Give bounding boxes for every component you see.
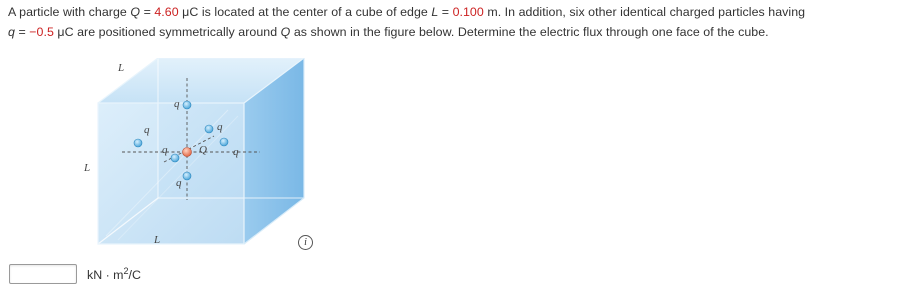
charge-q-backleft [171,154,179,162]
charge-Q-value: 4.60 [154,5,179,19]
var-Q: Q [130,5,141,19]
info-icon[interactable]: i [298,235,313,250]
unit-exponent: 2 [123,266,129,276]
answer-input[interactable] [9,264,77,284]
charge-q-right [220,138,228,146]
label-q-bottom: q [176,177,182,189]
problem-text: A particle with charge [8,5,131,19]
problem-text: = [140,5,155,19]
label-q-backleft: q [162,144,168,156]
problem-text: m. In addition, six other identical charged particles having [483,5,806,19]
answer-unit [87,266,141,282]
charge-q-backright [205,125,213,133]
charge-q-top [183,101,191,109]
label-Q: Q [199,144,207,156]
charge-q-left [134,139,142,147]
problem-text: μC is located at the center of a cube of edge [178,5,432,19]
label-L-top: L [118,62,125,74]
unit-main: kN · m [87,268,124,283]
charge-q-bottom [183,172,191,180]
charge-q-value: −0.5 [29,25,54,39]
charge-Q-center [183,148,192,157]
cube-figure [78,58,308,256]
problem-text: = [438,5,453,19]
label-q-top: q [174,98,180,110]
problem-text: = [14,25,30,39]
var-L: L [431,5,439,19]
label-q-left: q [144,124,150,136]
var-Q: Q [280,25,291,39]
label-L-bottom: L [154,234,161,246]
label-q-backright: q [217,121,223,133]
var-q: q [8,25,15,39]
problem-text: as shown in the figure below. Determine the electric flux through one face of the cube. [290,25,769,39]
problem-statement [8,2,893,42]
cube-diagram [78,58,308,256]
unit-tail: /C [128,268,141,283]
label-L-left: L [84,162,91,174]
problem-text: μC are positioned symmetrically around [53,25,281,39]
edge-L-value: 0.100 [452,5,484,19]
label-q-right: q [233,146,239,158]
